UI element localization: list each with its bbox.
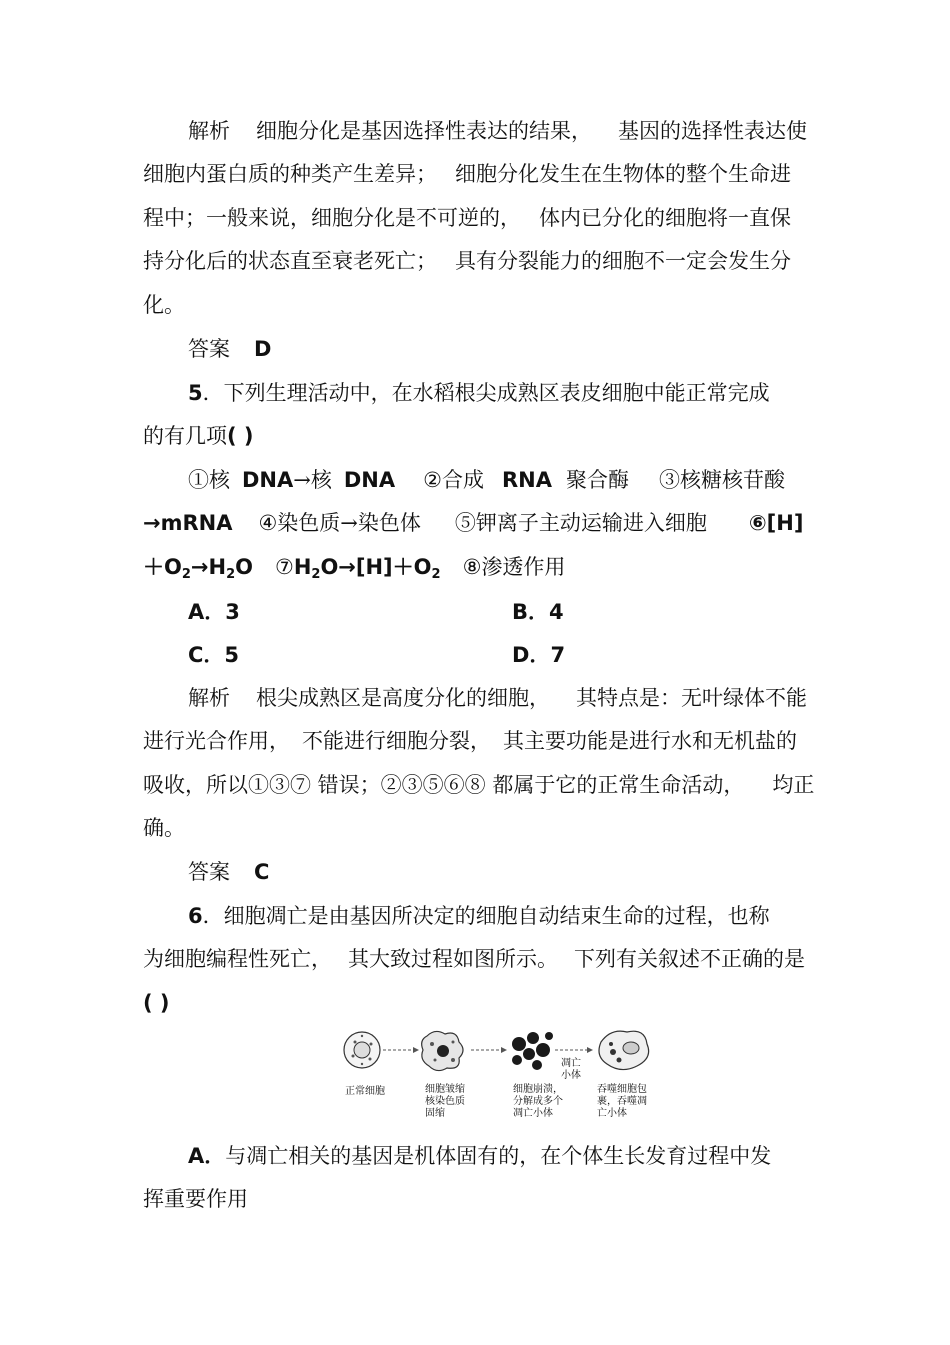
q5-items-line-2: →mRNA ④染色质→染色体 ⑤钾离子主动运输进入细胞 ⑥[H] [143, 511, 804, 535]
caption-body-label-1: 凋亡 [561, 1058, 581, 1069]
q5-stem-line-2: 的有几项( ) [143, 424, 254, 448]
answer-blank: ( ) [227, 424, 254, 448]
q6-option-a-line-1[interactable]: A．与凋亡相关的基因是机体固有的，在个体生长发育过程中发 [188, 1144, 772, 1168]
caption-collapse-2: 分解成多个 [513, 1096, 563, 1107]
caption-shrink-2: 核染色质 [425, 1096, 465, 1107]
option-b[interactable]: B．4 [512, 600, 564, 624]
question-number: 6 [188, 904, 203, 928]
q6-stem-line-1: 6．细胞凋亡是由基因所决定的细胞自动结束生命的过程，也称 [188, 904, 770, 928]
caption-body-label-2: 小体 [561, 1070, 581, 1081]
q5-explain-line-2: 进行光合作用， 不能进行细胞分裂， 其主要功能是进行水和无机盐的 [143, 729, 797, 753]
question-number: 5 [188, 381, 203, 405]
q4-explain-line-2: 细胞内蛋白质的种类产生差异； 细胞分化发生在生物体的整个生命进 [143, 162, 791, 186]
shrinking-cell-icon [422, 1031, 463, 1070]
q5-items-line-1: ①核 DNA→核 DNA ②合成 RNA 聚合酶 ③核糖核苷酸 [188, 468, 785, 492]
caption-phagocyte-3: 亡小体 [597, 1108, 627, 1119]
q5-stem-line-1: 5．下列生理活动中，在水稻根尖成熟区表皮细胞中能正常完成 [188, 381, 770, 405]
q5-answer-value: C [254, 860, 270, 884]
normal-cell-icon [344, 1032, 380, 1068]
q5-answer: 答案 C [188, 860, 270, 884]
q5-items-line-3: $+O_2\to H_2O$ $⑦H_2O\to[H]+O_2$ ⑧渗透作用 [143, 555, 566, 582]
caption-collapse-1: 细胞崩溃， [513, 1084, 563, 1095]
option-c[interactable]: C．5 [188, 643, 240, 667]
q4-explain-line-1: 解析 细胞分化是基因选择性表达的结果， 基因的选择性表达使 [188, 119, 807, 143]
apoptosis-diagram [335, 1022, 665, 1086]
caption-phagocyte-2: 裹，吞噬凋 [597, 1096, 647, 1107]
q4-explain-line-5: 化。 [143, 293, 185, 317]
q6-stem-line-2: 为细胞编程性死亡， 其大致过程如图所示。 下列有关叙述不正确的是 [143, 947, 805, 971]
caption-collapse-3: 凋亡小体 [513, 1108, 553, 1119]
apoptotic-bodies-icon [512, 1032, 553, 1070]
explain-label: 解析 [188, 119, 230, 143]
caption-phagocyte-1: 吞噬细胞包 [597, 1084, 647, 1095]
option-d[interactable]: D．7 [512, 643, 566, 667]
caption-shrink-1: 细胞皱缩 [425, 1084, 465, 1095]
q4-answer: 答案 D [188, 337, 272, 361]
q4-explain-line-3: 程中；一般来说，细胞分化是不可逆的， 体内已分化的细胞将一直保 [143, 206, 791, 230]
option-a[interactable]: A．3 [188, 600, 240, 624]
phagocyte-cell-icon [599, 1031, 649, 1069]
caption-shrink-3: 固缩 [425, 1108, 445, 1119]
q4-explain-line-4: 持分化后的状态直至衰老死亡； 具有分裂能力的细胞不一定会发生分 [143, 249, 791, 273]
q6-option-a-line-2: 挥重要作用 [143, 1187, 248, 1211]
q5-explain-line-1: 解析 根尖成熟区是高度分化的细胞， 其特点是：无叶绿体不能 [188, 686, 807, 710]
apoptosis-figure [335, 1022, 665, 1122]
q5-explain-line-3: 吸收，所以①③⑦ 错误；②③⑤⑥⑧ 都属于它的正常生命活动， 均正 [143, 773, 815, 797]
caption-normal-cell: 正常细胞 [345, 1086, 385, 1097]
q5-explain-line-4: 确。 [143, 816, 185, 840]
q4-answer-value: D [254, 337, 272, 361]
answer-blank: ( ) [143, 991, 170, 1015]
